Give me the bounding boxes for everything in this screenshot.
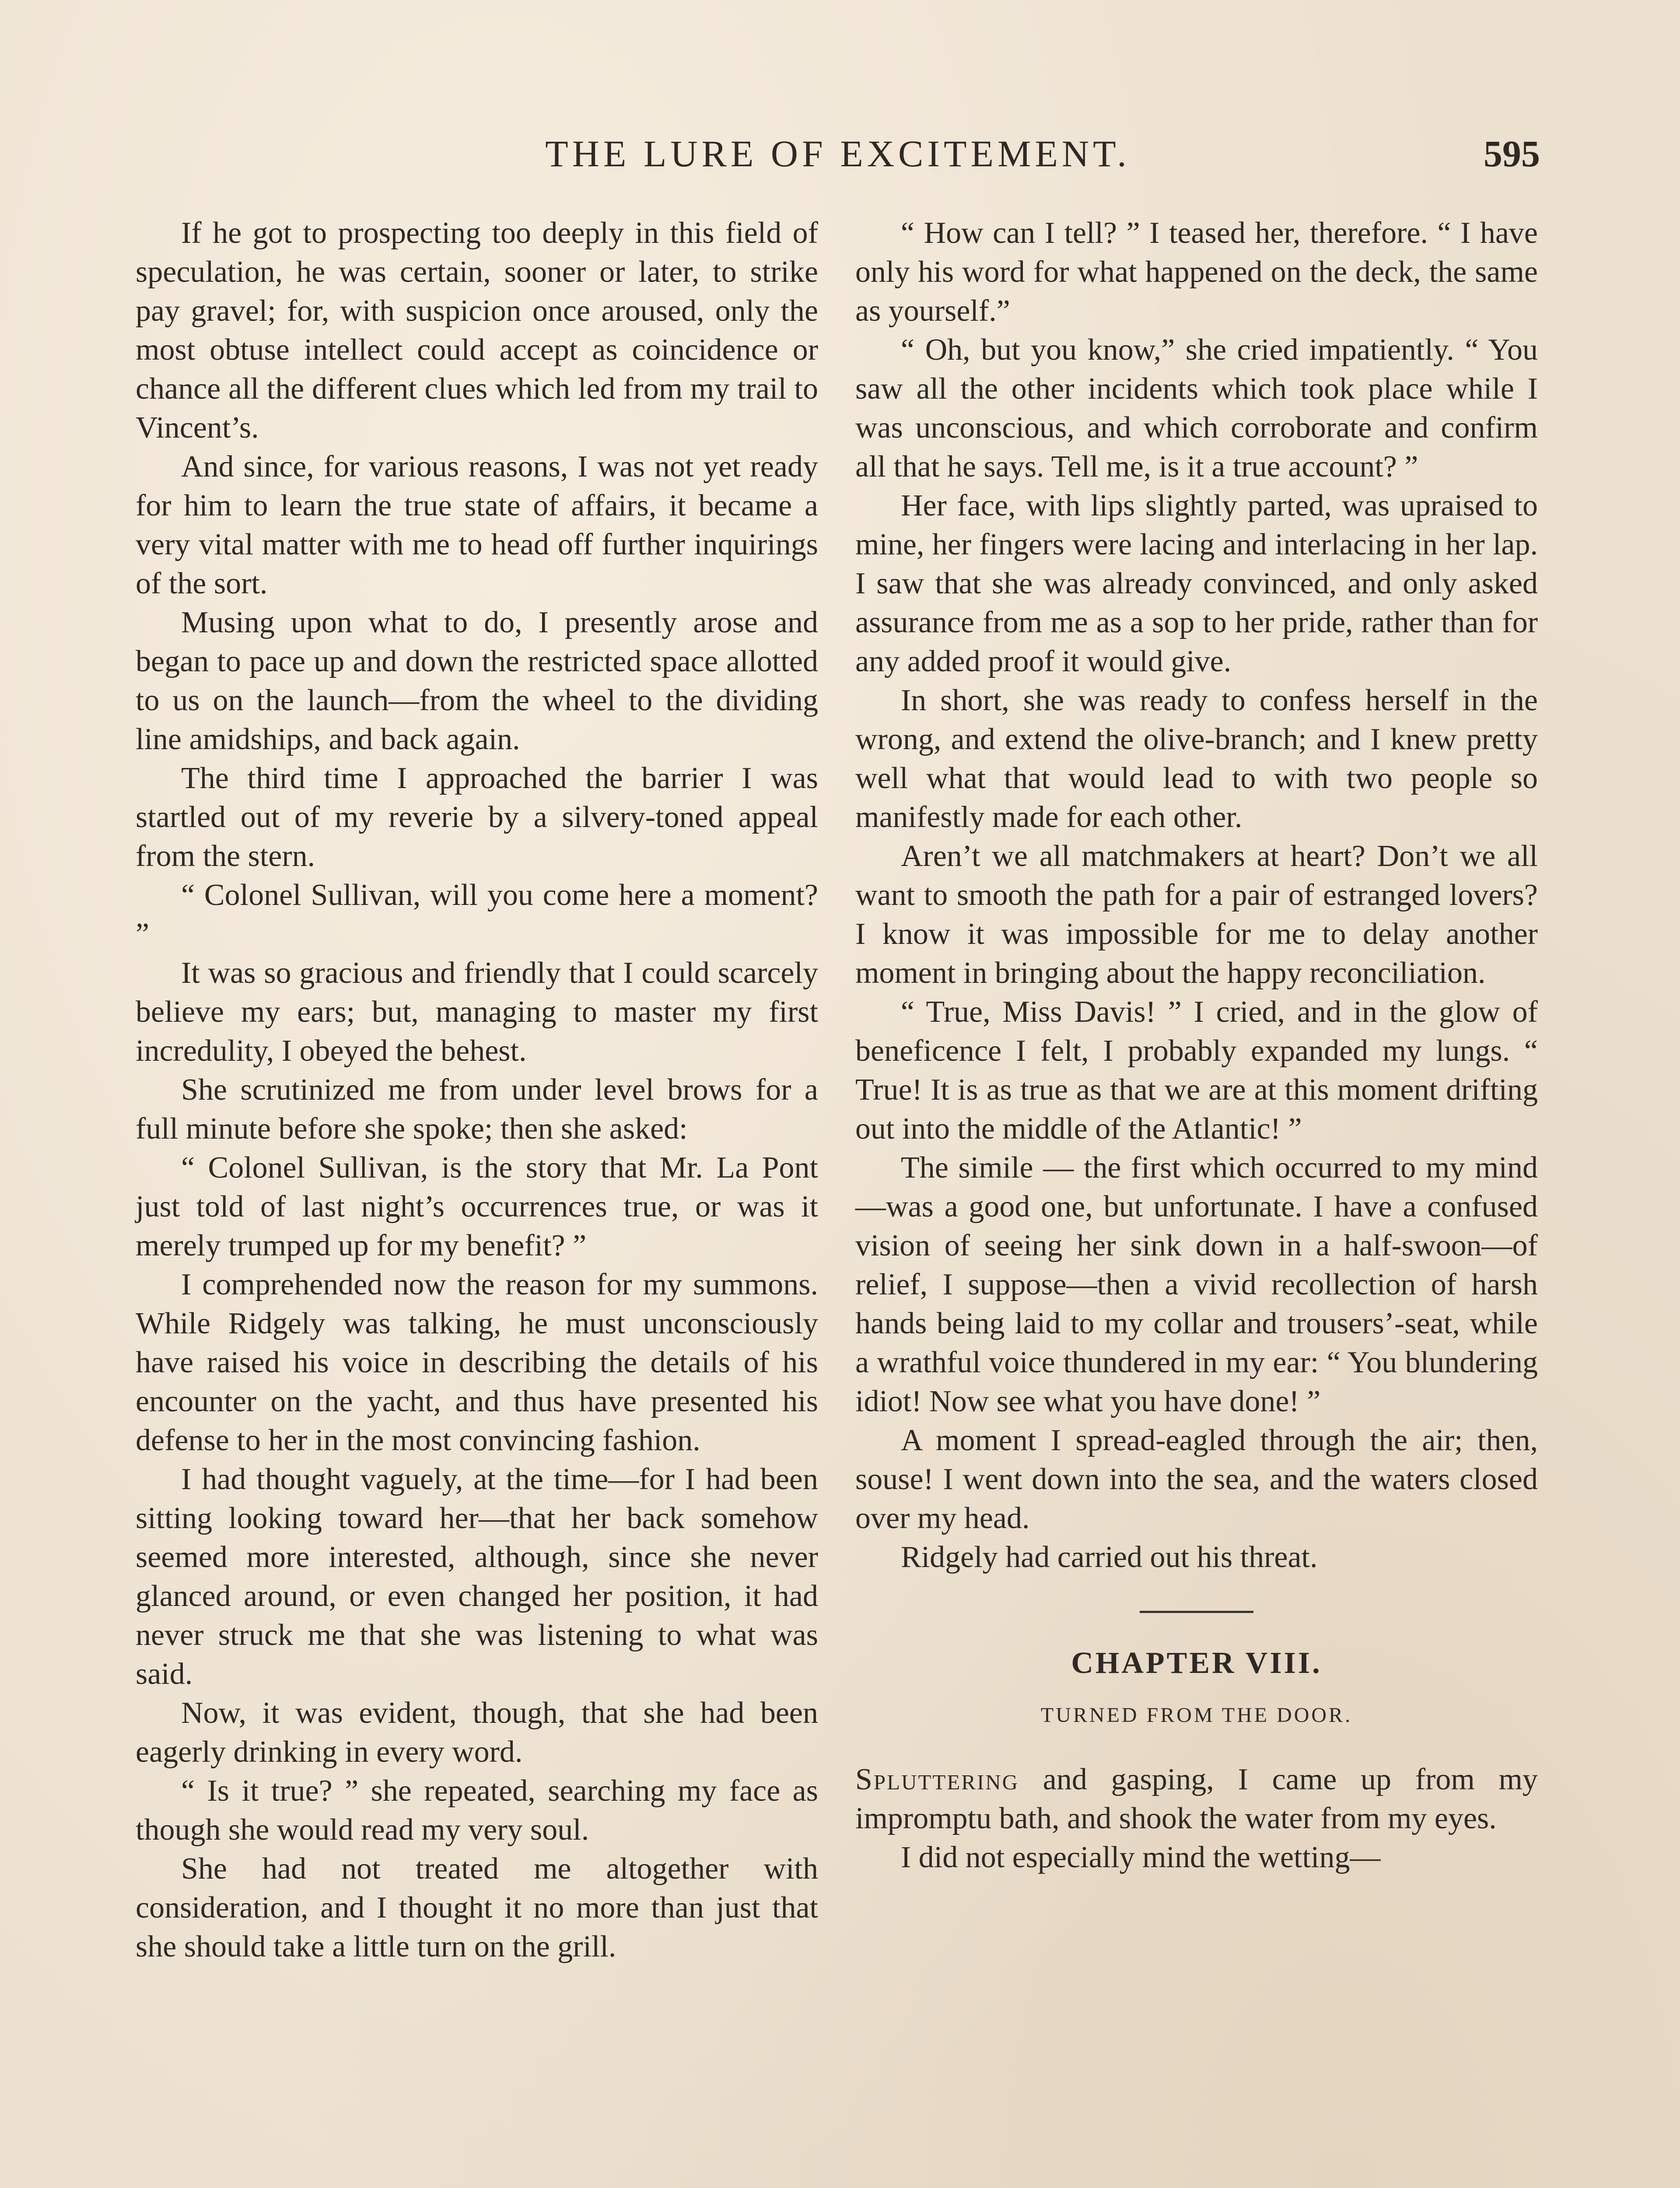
paragraph: She had not treated me altogether with consideration, and I thought it no more than just that she should take a little turn on the grill.: [136, 1852, 818, 1964]
running-title: THE LURE OF EXCITEMENT.: [545, 133, 1130, 175]
chapter-subtitle: TURNED FROM THE DOOR.: [1040, 1704, 1353, 1727]
paragraph: “ Is it true? ” she repeated, searching my face as though she would read my very soul.: [136, 1774, 818, 1847]
paragraph: “ Colonel Sullivan, is the story that Mr. La Pont just told of last night’s occurrences true, or was it merely trumped up for my benefit? ”: [136, 1151, 818, 1262]
paragraph: Musing upon what to do, I presently arose and began to pace up and down the restricted space allotted to us on the launch—from the wheel to the dividing line amidships, and back again.: [136, 606, 818, 756]
paragraph: Now, it was evident, though, that she had been eagerly drinking in every word.: [136, 1696, 818, 1769]
paragraph: Ridgely had carried out his threat.: [901, 1540, 1318, 1574]
paragraph: If he got to prospecting too deeply in this field of speculation, he was certain, sooner or later, to strike pay gravel; for, with suspicion once aroused, only the most obtuse intellect could accept as coincidence or chance all the different clues which led from my trail to Vincent’s.: [136, 216, 818, 445]
paragraph: She scrutinized me from under level brows for a full minute before she spoke; then she asked:: [136, 1073, 818, 1146]
section-divider: [1140, 1611, 1253, 1613]
chapter-title: CHAPTER VIII.: [1071, 1646, 1322, 1680]
paragraph: Her face, with lips slightly parted, was upraised to mine, her fingers were lacing and interlacing in her lap. I saw that she was already convinced, and only asked assurance from me as a sop to her pride, rather than for any added proof it would give.: [855, 489, 1538, 678]
paragraph: I did not especially mind the wetting—: [901, 1841, 1381, 1874]
paragraph: I comprehended now the reason for my summons. While Ridgely was talking, he must unconsciously have raised his voice in describing the details of his encounter on the yacht, and thus have presented his defense to her in the most convincing fashion.: [136, 1268, 818, 1457]
paragraph: I had thought vaguely, at the time—for I had been sitting looking toward her—that her back somehow seemed more interested, although, since she never glanced around, or even changed her position, it had never struck me that she was listening to what was said.: [136, 1462, 818, 1691]
chapter-first-paragraph: [855, 1760, 1538, 1838]
paragraph: “ Colonel Sullivan, will you come here a moment? ”: [136, 878, 818, 951]
paragraph: In short, she was ready to confess herself in the wrong, and extend the olive-branch; and I knew pretty well what that would lead to with two people so manifestly made for each other.: [855, 684, 1538, 834]
running-head: [136, 130, 1540, 178]
paragraph: “ Oh, but you know,” she cried impatiently. “ You saw all the other incidents which took place while I was unconscious, and which corroborate and confirm all that he says. Tell me, is it a true account? ”: [855, 333, 1538, 484]
paragraph: The third time I approached the barrier I was startled out of my reverie by a silvery-toned appeal from the stern.: [136, 761, 818, 873]
paragraph: “ True, Miss Davis! ” I cried, and in the glow of beneficence I felt, I probably expanded my lungs. “ True! It is as true as that we are at this moment drifting out into the middle of the Atlantic! ”: [855, 995, 1538, 1146]
paragraph: The simile — the first which occurred to my mind—was a good one, but unfortunate. I have a confused vision of seeing her sink down in a half-swoon—of relief, I suppose—then a vivid recollection of harsh hands being laid to my collar and trousers’-seat, while a wrathful voice thundered in my ear: “ You blundering idiot! Now see what you have done! ”: [855, 1151, 1538, 1418]
paragraph: A moment I spread-eagled through the air; then, souse! I went down into the sea, and the waters closed over my head.: [855, 1424, 1538, 1535]
left-column: [136, 214, 818, 1966]
paragraph: It was so gracious and friendly that I could scarcely believe my ears; but, managing to master my first incredulity, I obeyed the behest.: [136, 956, 818, 1068]
paragraph: Aren’t we all matchmakers at heart? Don’t we all want to smooth the path for a pair of estranged lovers? I know it was impossible for me to delay another moment in bringing about the happy reconciliation.: [855, 839, 1538, 990]
paragraph: “ How can I tell? ” I teased her, therefore. “ I have only his word for what happened on the deck, the same as yourself.”: [855, 216, 1538, 328]
page-number: 595: [1484, 133, 1540, 175]
chapter-first-paragraph-text: and gasping, I came up from my impromptu bath, and shook the water from my eyes.: [855, 1763, 1538, 1835]
paragraph: And since, for various reasons, I was not yet ready for him to learn the true state of affairs, it became a very vital matter with me to head off further inquirings of the sort.: [136, 450, 818, 600]
right-column: [855, 214, 1538, 1877]
chapter-first-word: Spluttering: [855, 1763, 1019, 1796]
